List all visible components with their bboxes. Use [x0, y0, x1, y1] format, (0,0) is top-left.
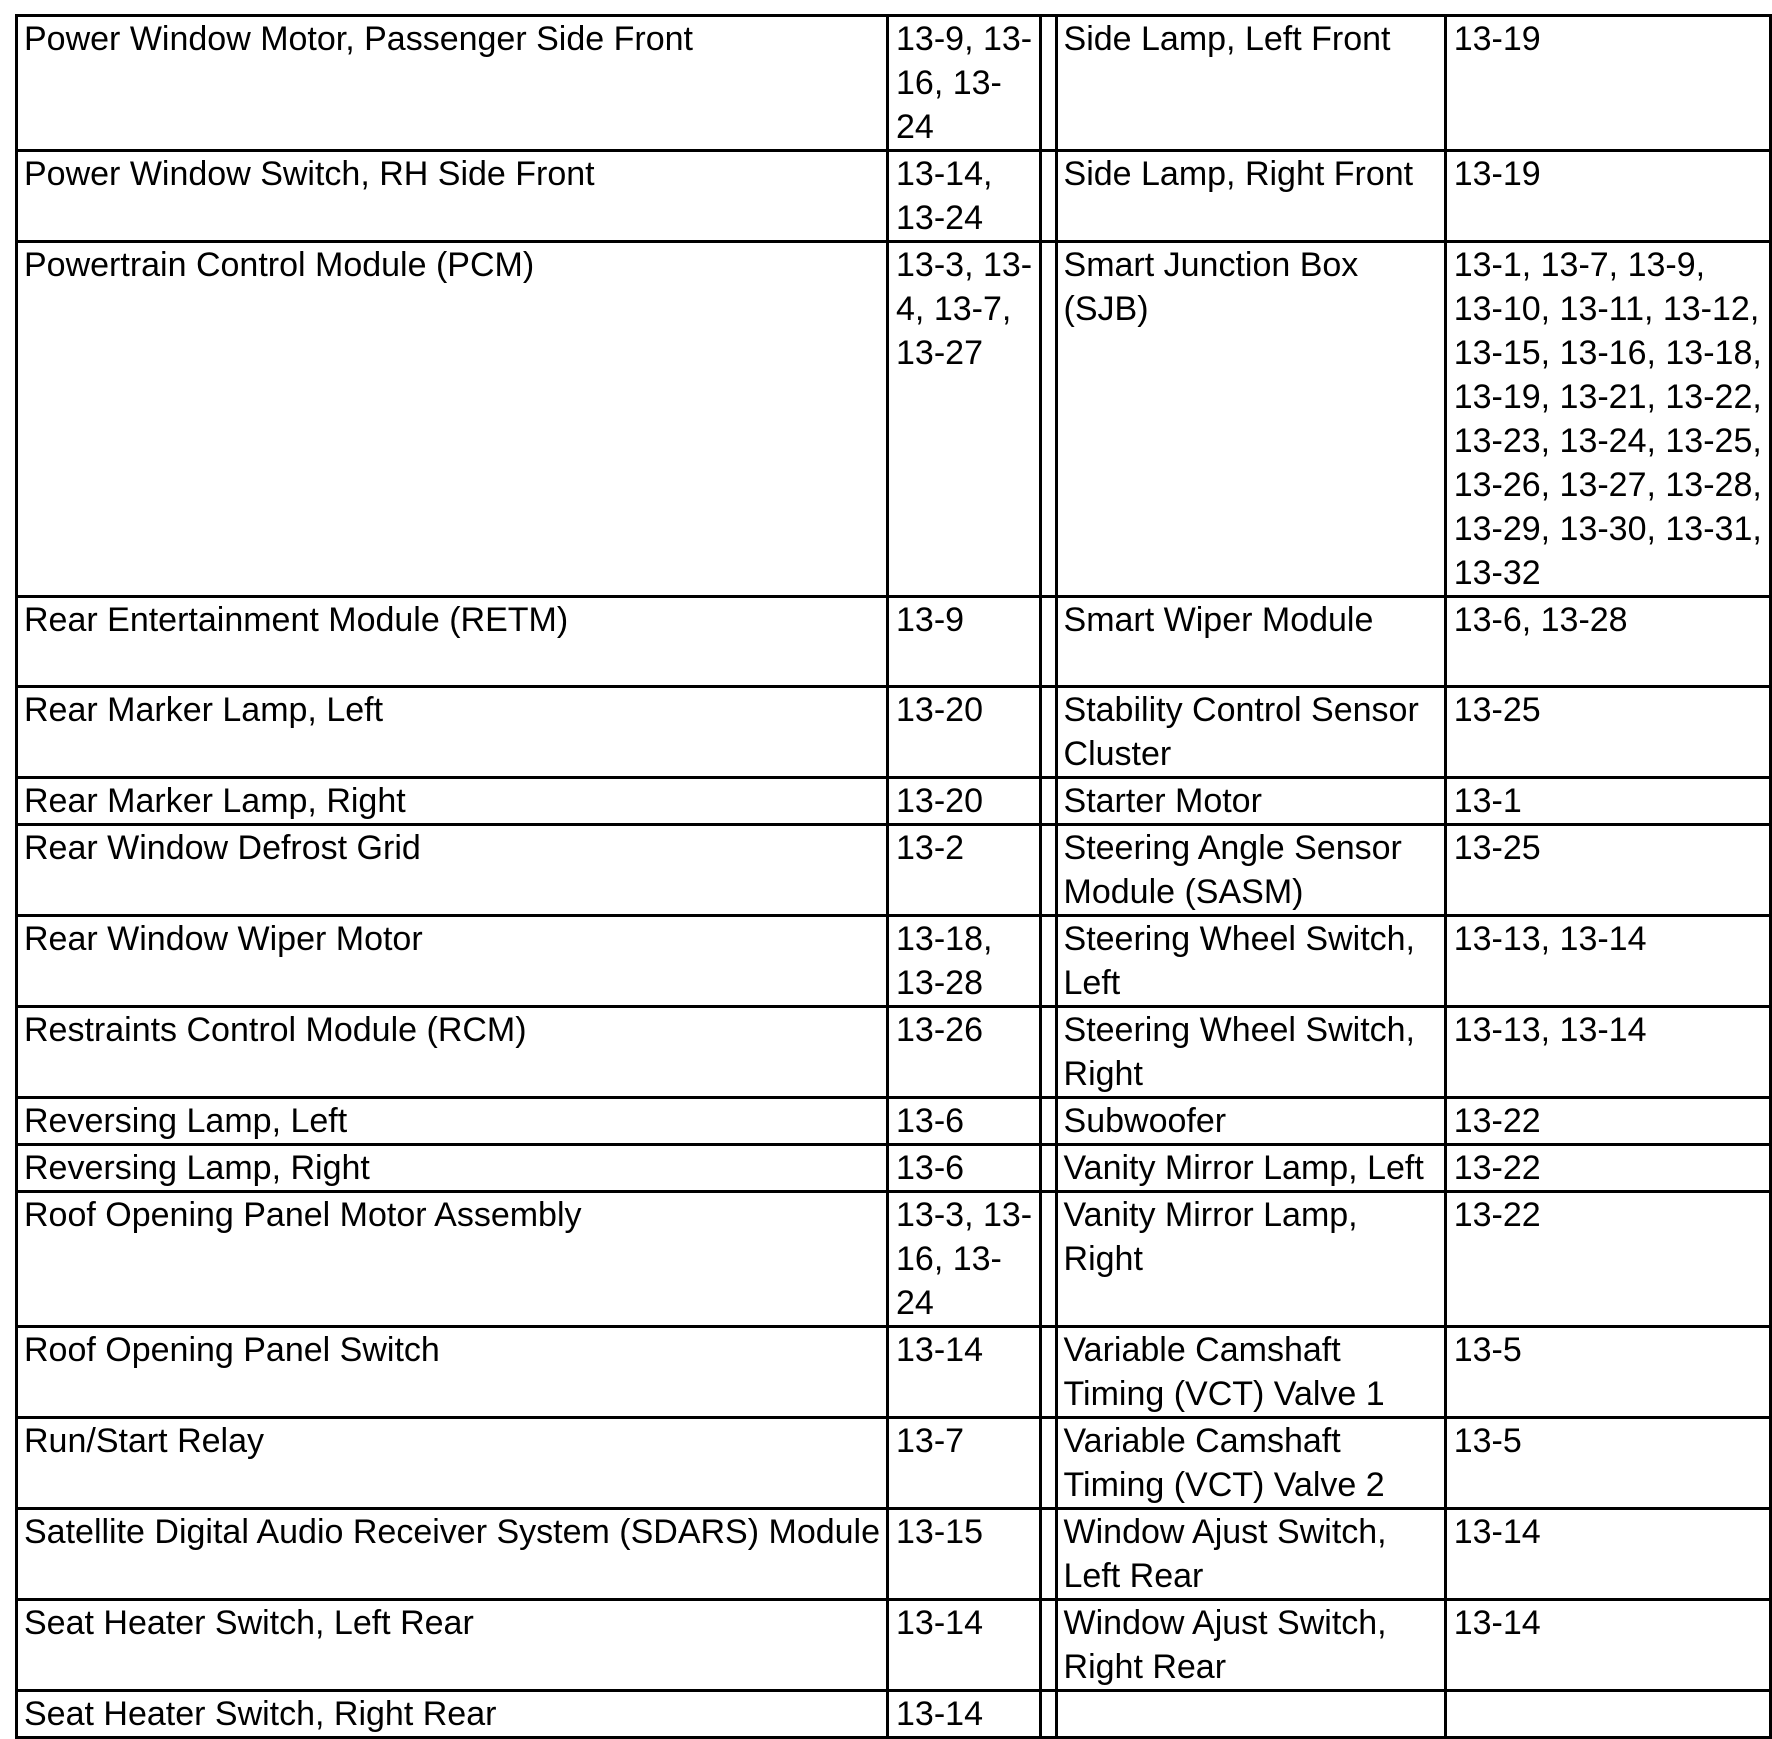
table-row	[17, 242, 1771, 597]
page-reference-cell: 13-18, 13-28	[888, 916, 1041, 1007]
component-name-cell: Window Ajust Switch, Right Rear	[1056, 1600, 1445, 1691]
page-reference-cell: 13-15	[888, 1509, 1041, 1600]
component-name-cell: Seat Heater Switch, Right Rear	[17, 1691, 888, 1738]
column-gap	[1041, 1600, 1056, 1691]
column-gap	[1041, 1007, 1056, 1098]
table-row	[17, 151, 1771, 242]
component-name-cell: Reversing Lamp, Right	[17, 1145, 888, 1192]
page-reference-cell: 13-3, 13-4, 13-7, 13-27	[888, 242, 1041, 597]
component-index-table	[15, 14, 1772, 1739]
page-reference-cell: 13-26	[888, 1007, 1041, 1098]
page-reference-cell: 13-19	[1445, 16, 1770, 151]
component-name-cell: Restraints Control Module (RCM)	[17, 1007, 888, 1098]
table-row	[17, 916, 1771, 1007]
table-row	[17, 16, 1771, 151]
column-gap	[1041, 916, 1056, 1007]
table-row	[17, 687, 1771, 778]
component-name-cell: Vanity Mirror Lamp, Right	[1056, 1192, 1445, 1327]
table-row	[17, 1192, 1771, 1327]
table-row	[17, 1007, 1771, 1098]
component-name-cell: Window Ajust Switch, Left Rear	[1056, 1509, 1445, 1600]
page-reference-cell: 13-6	[888, 1098, 1041, 1145]
component-name-cell: Power Window Motor, Passenger Side Front	[17, 16, 888, 151]
column-gap	[1041, 1098, 1056, 1145]
page-reference-cell: 13-25	[1445, 687, 1770, 778]
table-row	[17, 1691, 1771, 1738]
column-gap	[1041, 1327, 1056, 1418]
component-name-cell: Vanity Mirror Lamp, Left	[1056, 1145, 1445, 1192]
table-row	[17, 1418, 1771, 1509]
column-gap	[1041, 151, 1056, 242]
component-name-cell: Reversing Lamp, Left	[17, 1098, 888, 1145]
column-gap	[1041, 687, 1056, 778]
component-name-cell: Run/Start Relay	[17, 1418, 888, 1509]
column-gap	[1041, 16, 1056, 151]
page-reference-cell: 13-3, 13-16, 13-24	[888, 1192, 1041, 1327]
column-gap	[1041, 1418, 1056, 1509]
component-name-cell: Rear Window Defrost Grid	[17, 825, 888, 916]
component-name-cell: Seat Heater Switch, Left Rear	[17, 1600, 888, 1691]
component-name-cell: Steering Wheel Switch, Left	[1056, 916, 1445, 1007]
column-gap	[1041, 242, 1056, 597]
component-name-cell: Variable Camshaft Timing (VCT) Valve 2	[1056, 1418, 1445, 1509]
page-reference-cell: 13-13, 13-14	[1445, 1007, 1770, 1098]
column-gap	[1041, 1509, 1056, 1600]
page-reference-cell: 13-5	[1445, 1418, 1770, 1509]
page-reference-cell: 13-14	[888, 1691, 1041, 1738]
column-gap	[1041, 778, 1056, 825]
component-name-cell: Smart Wiper Module	[1056, 597, 1445, 687]
component-name-cell: Powertrain Control Module (PCM)	[17, 242, 888, 597]
page-reference-cell: 13-6, 13-28	[1445, 597, 1770, 687]
component-name-cell: Power Window Switch, RH Side Front	[17, 151, 888, 242]
component-name-cell: Smart Junction Box (SJB)	[1056, 242, 1445, 597]
page-reference-cell: 13-22	[1445, 1192, 1770, 1327]
column-gap	[1041, 597, 1056, 687]
page-reference-cell: 13-7	[888, 1418, 1041, 1509]
table-row	[17, 825, 1771, 916]
component-name-cell: Roof Opening Panel Motor Assembly	[17, 1192, 888, 1327]
component-name-cell	[1056, 1691, 1445, 1738]
page-reference-cell: 13-14	[1445, 1509, 1770, 1600]
table-row	[17, 1509, 1771, 1600]
page-reference-cell: 13-20	[888, 778, 1041, 825]
component-name-cell: Rear Window Wiper Motor	[17, 916, 888, 1007]
page-reference-cell: 13-22	[1445, 1145, 1770, 1192]
page-reference-cell: 13-22	[1445, 1098, 1770, 1145]
page-reference-cell: 13-20	[888, 687, 1041, 778]
page-reference-cell: 13-14	[1445, 1600, 1770, 1691]
page-reference-cell: 13-9, 13-16, 13-24	[888, 16, 1041, 151]
table-row	[17, 1145, 1771, 1192]
component-name-cell: Satellite Digital Audio Receiver System (SDARS) Module	[17, 1509, 888, 1600]
page-reference-cell: 13-9	[888, 597, 1041, 687]
component-name-cell: Steering Angle Sensor Module (SASM)	[1056, 825, 1445, 916]
page-reference-cell	[1445, 1691, 1770, 1738]
component-name-cell: Side Lamp, Right Front	[1056, 151, 1445, 242]
page-reference-cell: 13-1	[1445, 778, 1770, 825]
page-reference-cell: 13-2	[888, 825, 1041, 916]
component-name-cell: Rear Entertainment Module (RETM)	[17, 597, 888, 687]
table-row	[17, 1600, 1771, 1691]
column-gap	[1041, 1192, 1056, 1327]
page-reference-cell: 13-13, 13-14	[1445, 916, 1770, 1007]
component-name-cell: Starter Motor	[1056, 778, 1445, 825]
component-name-cell: Subwoofer	[1056, 1098, 1445, 1145]
component-name-cell: Variable Camshaft Timing (VCT) Valve 1	[1056, 1327, 1445, 1418]
table-row	[17, 1098, 1771, 1145]
component-name-cell: Rear Marker Lamp, Right	[17, 778, 888, 825]
table-row	[17, 1327, 1771, 1418]
page-reference-cell: 13-25	[1445, 825, 1770, 916]
table-row	[17, 597, 1771, 687]
component-name-cell: Steering Wheel Switch, Right	[1056, 1007, 1445, 1098]
page-reference-cell: 13-14	[888, 1327, 1041, 1418]
component-name-cell: Stability Control Sensor Cluster	[1056, 687, 1445, 778]
column-gap	[1041, 825, 1056, 916]
page-reference-cell: 13-14, 13-24	[888, 151, 1041, 242]
component-name-cell: Rear Marker Lamp, Left	[17, 687, 888, 778]
page-reference-cell: 13-5	[1445, 1327, 1770, 1418]
component-name-cell: Side Lamp, Left Front	[1056, 16, 1445, 151]
page-reference-cell: 13-1, 13-7, 13-9, 13-10, 13-11, 13-12, 13-15, 13-16, 13-18, 13-19, 13-21, 13-22, 13-23, 13-24, 13-25, 13-26, 13-27, 13-28, 13-29, 13-30, 13-31, 13-32	[1445, 242, 1770, 597]
page-reference-cell: 13-14	[888, 1600, 1041, 1691]
page-reference-cell: 13-19	[1445, 151, 1770, 242]
component-name-cell: Roof Opening Panel Switch	[17, 1327, 888, 1418]
table-row	[17, 778, 1771, 825]
page-reference-cell: 13-6	[888, 1145, 1041, 1192]
column-gap	[1041, 1145, 1056, 1192]
column-gap	[1041, 1691, 1056, 1738]
